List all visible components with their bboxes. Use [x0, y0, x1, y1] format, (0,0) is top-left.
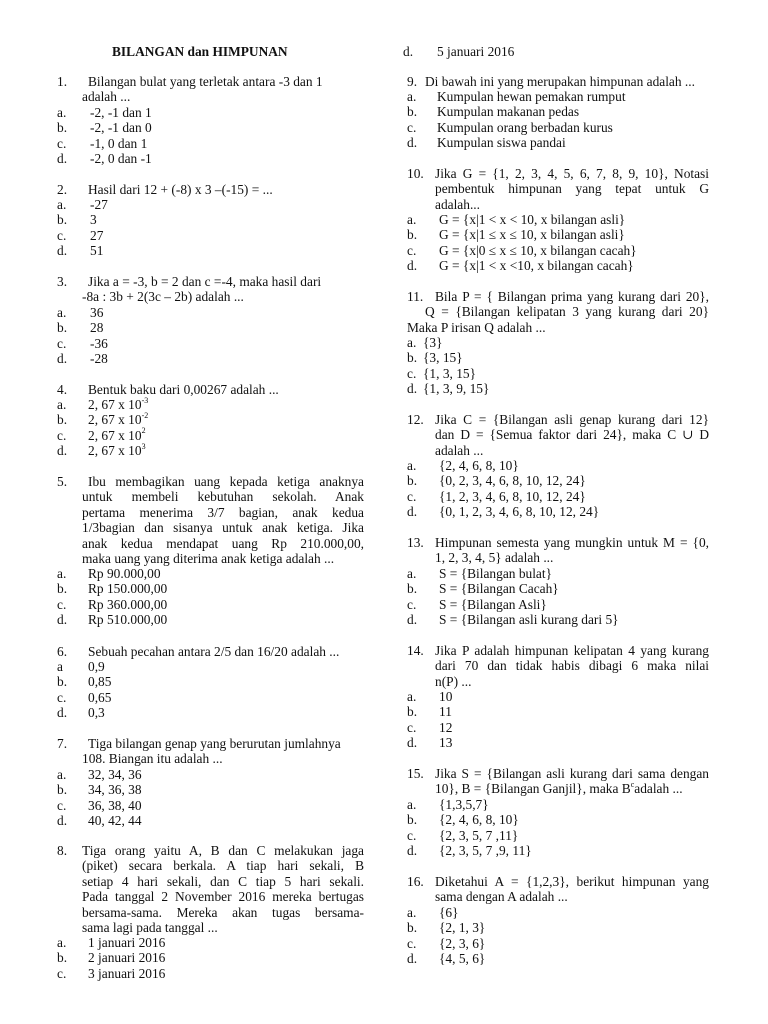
- q14-text-line: Jika P adalah himpunan kelipatan 4 yang kurang: [435, 643, 709, 658]
- q14-option-text: 11: [439, 704, 452, 720]
- q15-option-letter: b.: [407, 812, 418, 828]
- q16-option-text: {2, 3, 6}: [439, 935, 486, 951]
- q11-option-text: {1, 3, 9, 15}: [423, 381, 490, 397]
- q10-option-letter: c.: [407, 242, 417, 258]
- q14-option-text: 13: [439, 735, 453, 751]
- q6-text-line: Sebuah pecahan antara 2/5 dan 16/20 adalah ...: [88, 644, 340, 659]
- q14-option-letter: b.: [407, 704, 418, 720]
- q16-option-text: {2, 1, 3}: [439, 920, 486, 936]
- q10-option-text: G = {x|0 ≤ x ≤ 10, x bilangan cacah}: [439, 242, 637, 258]
- q9-option-text: Kumpulan makanan pedas: [437, 104, 580, 120]
- q12-option-text: {0, 2, 3, 4, 6, 8, 10, 12, 24}: [439, 473, 586, 489]
- q12-option-text: {0, 1, 2, 3, 4, 6, 8, 10, 12, 24}: [439, 504, 600, 520]
- q2-option-letter: c.: [57, 227, 67, 243]
- q10-option-letter: d.: [407, 258, 418, 274]
- q8-option-text: 2 januari 2016: [88, 950, 166, 966]
- q4-text-line: Bentuk baku dari 0,00267 adalah ...: [88, 382, 279, 397]
- q9-option-letter: b.: [407, 104, 418, 120]
- q5-option-letter: c.: [57, 596, 67, 612]
- q15-option-text: {2, 3, 5, 7 ,9, 11}: [439, 843, 532, 859]
- q6-option-letter: a: [57, 659, 63, 674]
- q5-option-letter: a.: [57, 566, 67, 581]
- q8-option-letter: a.: [57, 935, 67, 950]
- q2-option-letter: b.: [57, 212, 68, 228]
- q6-option-letter: b.: [57, 674, 68, 690]
- q5-option-letter: b.: [57, 581, 68, 597]
- q11-text-line: Maka P irisan Q adalah ...: [407, 319, 546, 335]
- q6-option-text: 0,85: [88, 674, 112, 690]
- q4-number: 4.: [57, 382, 68, 397]
- q3-number: 3.: [57, 274, 68, 289]
- q3-option-letter: c.: [57, 335, 67, 351]
- q15-option-letter: c.: [407, 827, 417, 843]
- q14-option-letter: a.: [407, 689, 417, 704]
- q15-option-letter: a.: [407, 797, 417, 812]
- q13-option-text: S = {Bilangan bulat}: [439, 566, 553, 581]
- q12-option-text: {1, 2, 3, 4, 6, 8, 10, 12, 24}: [439, 488, 586, 504]
- q3-option-text: -28: [90, 351, 108, 367]
- q1-option-letter: d.: [57, 151, 68, 167]
- q10-option-text: G = {x|1 < x <10, x bilangan cacah}: [439, 258, 634, 274]
- q8-option-text: 5 januari 2016: [437, 44, 515, 59]
- q5-option-text: Rp 150.000,00: [88, 581, 168, 597]
- q15-option-text: {2, 4, 6, 8, 10}: [439, 812, 519, 828]
- q4-option-text: 2, 67 x $10^{-2}$: [88, 410, 149, 428]
- q5-number: 5.: [57, 474, 68, 489]
- q5-text-line: 1/3bagian dan sisanya untuk anak ketiga. Jika: [82, 520, 364, 536]
- q4-option-text: 2, 67 x $10^2$: [88, 426, 146, 443]
- q6-option-letter: d.: [57, 705, 68, 721]
- q11-option-text: {3}: [423, 335, 443, 350]
- q6-option-text: 0,9: [88, 659, 105, 674]
- q14-text-line: dari 70 dan tidak habis dibagi 6 maka nilai: [435, 658, 709, 674]
- q1-option-text: -1, 0 dan 1: [90, 135, 148, 151]
- q5-text-line: untuk membeli kebutuhan sekolah. Anak: [82, 489, 364, 505]
- q8-option-letter: c.: [57, 965, 67, 981]
- q3-option-letter: a.: [57, 305, 67, 320]
- q2-text-line: Hasil dari 12 + (-8) x 3 –(-15) = ...: [88, 182, 273, 197]
- q15-text-line: Jika S = {Bilangan asli kurang dari sama dengan: [435, 766, 709, 781]
- q4-option-letter: a.: [57, 397, 67, 412]
- q2-number: 2.: [57, 182, 68, 197]
- q7-option-letter: a.: [57, 767, 67, 782]
- q7-option-text: 40, 42, 44: [88, 813, 142, 829]
- q13-option-letter: d.: [407, 612, 418, 628]
- q13-option-letter: c.: [407, 596, 417, 612]
- q11-option-letter: c.: [407, 365, 417, 381]
- q3-option-text: 28: [90, 320, 104, 336]
- exponent: 3: [141, 441, 146, 451]
- q11-text-line: Bila P = { Bilangan prima yang kurang dari 20},: [435, 289, 709, 304]
- q14-text-line: n(P) ...: [435, 673, 472, 689]
- exponent: -3: [141, 395, 149, 405]
- q11-option-letter: d.: [407, 381, 418, 397]
- q7-option-letter: d.: [57, 813, 68, 829]
- q7-text-line: Tiga bilangan genap yang berurutan jumlahnya: [88, 736, 341, 751]
- q5-option-text: Rp 510.000,00: [88, 612, 168, 628]
- q5-text-line: maka uang yang diterima anak ketiga adalah ...: [82, 551, 335, 566]
- exponent: -2: [141, 410, 149, 420]
- q3-option-letter: d.: [57, 351, 68, 367]
- q15-text-tail: adalah ...: [634, 781, 683, 797]
- q4-option-letter: b.: [57, 412, 68, 428]
- q9-option-letter: a.: [407, 89, 417, 104]
- q15-number: 15.: [407, 766, 424, 781]
- q11-option-text: {1, 3, 15}: [423, 365, 477, 381]
- q16-text-line: sama dengan A adalah ...: [435, 889, 568, 905]
- q1-option-letter: a.: [57, 105, 67, 120]
- q16-option-letter: d.: [407, 951, 418, 967]
- q12-option-text: {2, 4, 6, 8, 10}: [439, 458, 519, 473]
- q1-text-line: adalah ...: [82, 89, 131, 105]
- q10-option-letter: a.: [407, 212, 417, 227]
- q5-text-line: Ibu membagikan uang kepada ketiga anaknya: [88, 474, 364, 489]
- q10-option-letter: b.: [407, 227, 418, 243]
- q3-text-line: Jika a = -3, b = 2 dan c =-4, maka hasil dari: [88, 274, 322, 289]
- q5-option-text: Rp 360.000,00: [88, 596, 168, 612]
- q16-option-letter: b.: [407, 920, 418, 936]
- q9-option-text: Kumpulan siswa pandai: [437, 135, 566, 151]
- q11-number: 11.: [407, 289, 424, 304]
- q8-option-letter: b.: [57, 950, 68, 966]
- q8-text-line: sama lagi pada tanggal ...: [82, 920, 218, 935]
- q13-option-letter: b.: [407, 581, 418, 597]
- q2-option-text: 27: [90, 227, 104, 243]
- q5-text-line: pertama menerima 3/7 bagian, anak kedua: [82, 504, 364, 520]
- q14-option-letter: d.: [407, 735, 418, 751]
- q6-option-text: 0,65: [88, 689, 112, 705]
- q7-option-letter: c.: [57, 797, 67, 813]
- q3-option-text: -36: [90, 335, 108, 351]
- q10-text-line: Jika G = {1, 2, 3, 4, 5, 6, 7, 8, 9, 10}, Notasi: [435, 166, 709, 181]
- exponent: 2: [141, 426, 146, 436]
- q2-option-letter: a.: [57, 197, 67, 212]
- q8-text-line: Tiga orang yaitu A, B dan C melakukan jaga: [82, 843, 364, 858]
- q12-option-letter: c.: [407, 488, 417, 504]
- q10-option-text: G = {x|1 ≤ x ≤ 10, x bilangan asli}: [439, 227, 625, 243]
- q16-text-line: Diketahui A = {1,2,3}, berikut himpunan yang: [435, 874, 709, 889]
- q11-option-letter: b.: [407, 350, 418, 366]
- q9-option-text: Kumpulan orang berbadan kurus: [437, 119, 613, 135]
- q9-option-letter: d.: [407, 135, 418, 151]
- q13-option-text: S = {Bilangan Cacah}: [439, 581, 559, 597]
- q16-option-letter: a.: [407, 905, 417, 920]
- q1-number: 1.: [57, 74, 68, 89]
- q8-text-line: bersama-sama. Mereka akan tugas bersama-: [82, 904, 364, 920]
- complement-superscript: c: [630, 779, 635, 789]
- q1-option-text: -2, -1 dan 0: [90, 120, 152, 136]
- q15-option-letter: d.: [407, 843, 418, 859]
- q4-option-letter: c.: [57, 427, 67, 443]
- q8-option-text: 3 januari 2016: [88, 965, 166, 981]
- q6-number: 6.: [57, 644, 68, 659]
- q7-option-text: 32, 34, 36: [88, 767, 142, 782]
- q12-text-line: Jika C = {Bilangan asli genap kurang dari 12}: [435, 412, 709, 427]
- q4-option-text: 2, 67 x $10^3$: [88, 441, 146, 459]
- q9-text-line: Di bawah ini yang merupakan himpunan adalah ...: [425, 74, 695, 89]
- q12-option-letter: a.: [407, 458, 417, 473]
- q7-option-letter: b.: [57, 782, 68, 798]
- q16-option-text: {6}: [439, 905, 459, 920]
- q7-number: 7.: [57, 736, 68, 751]
- q3-option-letter: b.: [57, 320, 68, 336]
- q4-option-text: 2, 67 x $10^{-3}$: [88, 395, 149, 412]
- q11-option-text: {3, 15}: [423, 350, 463, 366]
- q15-option-text: {2, 3, 5, 7 ,11}: [439, 827, 519, 843]
- q16-number: 16.: [407, 874, 424, 889]
- q8-option-text: 1 januari 2016: [88, 935, 166, 950]
- q9-number: 9.: [407, 74, 418, 89]
- q11-text-line: Q = {Bilangan kelipatan 3 yang kurang dari 20}: [425, 304, 709, 320]
- q14-option-text: 10: [439, 689, 453, 704]
- q1-option-letter: c.: [57, 135, 67, 151]
- q12-text-line: adalah ...: [435, 442, 484, 458]
- q6-option-text: 0,3: [88, 705, 105, 721]
- q13-option-text: S = {Bilangan asli kurang dari 5}: [439, 612, 619, 628]
- page-title: BILANGAN dan HIMPUNAN: [112, 44, 288, 59]
- q5-text-line: anak kedua mendapat uang Rp 210.000,00,: [82, 535, 364, 551]
- q2-option-text: -27: [90, 197, 108, 212]
- q2-option-text: 3: [90, 212, 97, 228]
- q11-option-letter: a.: [407, 335, 417, 350]
- q5-option-text: Rp 90.000,00: [88, 566, 161, 581]
- q13-option-letter: a.: [407, 566, 417, 581]
- q12-option-letter: b.: [407, 473, 418, 489]
- q12-option-letter: d.: [407, 504, 418, 520]
- q10-option-text: G = {x|1 < x < 10, x bilangan asli}: [439, 212, 626, 227]
- q16-option-text: {4, 5, 6}: [439, 951, 486, 967]
- q8-text-line: (piket) secara berkala. A tiap hari sekali, B: [82, 858, 364, 874]
- q16-option-letter: c.: [407, 935, 417, 951]
- q14-option-letter: c.: [407, 719, 417, 735]
- q15-text-line: 10}, B = {Bilangan Ganjil}, maka $B^cadalah$ ...: [435, 779, 683, 797]
- q13-option-text: S = {Bilangan Asli}: [439, 596, 547, 612]
- q1-option-text: -2, -1 dan 1: [90, 105, 152, 120]
- q1-text-line: Bilangan bulat yang terletak antara -3 dan 1: [88, 74, 323, 89]
- q5-option-letter: d.: [57, 612, 68, 628]
- q14-number: 14.: [407, 643, 424, 658]
- q8-text-line: Pada tanggal 2 November 2016 mereka bertugas: [82, 889, 364, 905]
- q13-number: 13.: [407, 535, 424, 550]
- q2-option-letter: d.: [57, 243, 68, 259]
- q14-option-text: 12: [439, 719, 453, 735]
- q10-text-line: adalah...: [435, 196, 480, 212]
- q8-text-line: setiap 4 hari sekali, dan C tiap 5 hari sekali.: [82, 873, 364, 889]
- q4-option-letter: d.: [57, 443, 68, 459]
- q10-number: 10.: [407, 166, 424, 181]
- q9-option-text: Kumpulan hewan pemakan rumput: [437, 89, 626, 104]
- q2-option-text: 51: [90, 243, 104, 259]
- q13-text-line: 1, 2, 3, 4, 5} adalah ...: [435, 550, 554, 566]
- q3-option-text: 36: [90, 305, 104, 320]
- q1-option-letter: b.: [57, 120, 68, 136]
- q1-option-text: -2, 0 dan -1: [90, 151, 152, 167]
- q13-text-line: Himpunan semesta yang mungkin untuk M = {0,: [435, 535, 709, 550]
- q9-option-letter: c.: [407, 119, 417, 135]
- q15-option-text: {1,3,5,7}: [439, 797, 489, 812]
- q7-text-line: 108. Biangan itu adalah ...: [82, 751, 223, 767]
- q12-text-line: dan D = {Semua faktor dari 24}, maka C ∪ D: [435, 427, 709, 443]
- q7-option-text: 36, 38, 40: [88, 797, 142, 813]
- q3-text-line: -8a : 3b + 2(3c – 2b) adalah ...: [82, 289, 244, 305]
- q8-option-letter: d.: [403, 44, 414, 59]
- q7-option-text: 34, 36, 38: [88, 782, 142, 798]
- q10-text-line: pembentuk himpunan yang tepat untuk G: [435, 181, 709, 197]
- q12-number: 12.: [407, 412, 424, 427]
- q8-number: 8.: [57, 843, 68, 858]
- q6-option-letter: c.: [57, 689, 67, 705]
